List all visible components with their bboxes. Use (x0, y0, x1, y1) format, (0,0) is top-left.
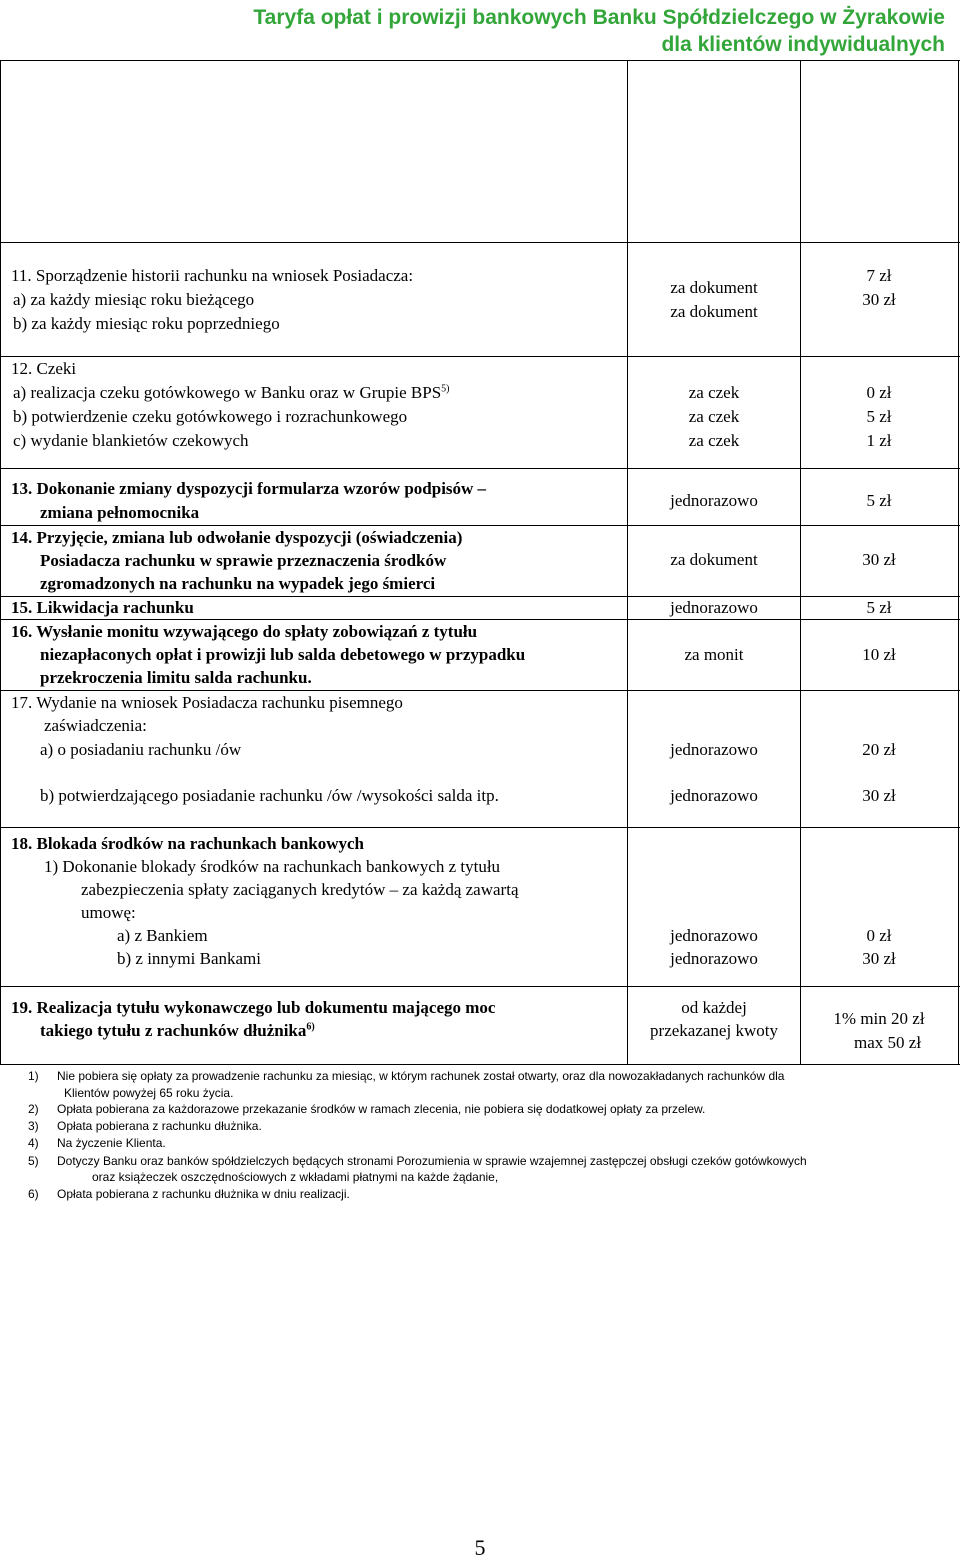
unit-cell: jednorazowo (670, 926, 758, 945)
footnote-text: oraz książeczek oszczędnościowych z wkładami płatnymi na każde żądanie, (92, 1170, 499, 1184)
fee-cell: 5 zł (866, 598, 892, 617)
row-title: 15. Likwidacja rachunku (11, 598, 194, 617)
footnote-ref: 5) (441, 383, 450, 395)
row-title: 17. Wydanie na wniosek Posiadacza rachunku pisemnego (11, 693, 403, 712)
unit-cell: za dokument (670, 302, 758, 321)
unit-cell: jednorazowo (670, 949, 758, 968)
row-item: a) z Bankiem (117, 926, 208, 945)
footnote-number: 2) (28, 1102, 39, 1116)
row-title: Posiadacza rachunku w sprawie przeznaczenia środków (40, 551, 447, 570)
table-row-separator (0, 468, 960, 469)
row-item: b) potwierdzającego posiadanie rachunku /ów /wysokości salda itp. (40, 786, 499, 805)
row-title: 14. Przyjęcie, zmiana lub odwołanie dyspozycji (oświadczenia) (11, 528, 463, 547)
fee-cell: 7 zł (866, 266, 892, 285)
table-row-separator (0, 986, 960, 987)
row-title: 19. Realizacja tytułu wykonawczego lub dokumentu mającego moc (11, 998, 496, 1017)
fee-cell: 30 zł (862, 786, 896, 805)
unit-cell: jednorazowo (670, 786, 758, 805)
footnote-text: Na życzenie Klienta. (57, 1136, 166, 1150)
table-bottom-border (0, 1064, 960, 1065)
footnote-ref: 6) (306, 1021, 315, 1033)
fee-cell: 0 zł (866, 383, 892, 402)
row-title: zgromadzonych na rachunku na wypadek jego śmierci (40, 574, 436, 593)
fee-cell: 10 zł (862, 645, 896, 664)
page-title-line1: Taryfa opłat i prowizji bankowych Banku Spółdzielczego w Żyrakowie (253, 6, 945, 29)
table-row-separator (0, 356, 960, 357)
unit-cell: od każdej (681, 998, 747, 1017)
row-item: umowę: (81, 903, 136, 922)
row-item: c) wydanie blankietów czekowych (13, 431, 249, 450)
fee-cell: 5 zł (866, 407, 892, 426)
row-title: 12. Czeki (11, 359, 77, 378)
row-title: zaświadczenia: (44, 716, 147, 735)
row-title (40, 1019, 315, 1042)
fee-cell: 1% min 20 zł (833, 1009, 925, 1028)
page-title-line2: dla klientów indywidualnych (661, 33, 945, 56)
fee-cell: 30 zł (862, 290, 896, 309)
fee-cell: 20 zł (862, 740, 896, 759)
unit-cell: za czek (688, 431, 740, 450)
row-item: b) za każdy miesiąc roku poprzedniego (13, 314, 280, 333)
table-top-border (0, 60, 960, 61)
page-number: 5 (474, 1535, 486, 1560)
footnote-text: Opłata pobierana za każdorazowe przekazanie środków w ramach zlecenia, nie pobiera się dodatkowej opłaty za przelew. (57, 1102, 706, 1116)
row-item: 1) Dokonanie blokady środków na rachunkach bankowych z tytułu (44, 857, 501, 876)
row-title-text: takiego tytułu z rachunków dłużnika (40, 1021, 307, 1040)
row-title: 13. Dokonanie zmiany dyspozycji formularza wzorów podpisów – (11, 479, 487, 498)
row-title: 16. Wysłanie monitu wzywającego do spłaty zobowiązań z tytułu (11, 622, 478, 641)
footnote-number: 6) (28, 1187, 39, 1201)
footnote-text: Nie pobiera się opłaty za prowadzenie rachunku za miesiąc, w którym rachunek został otwarty, oraz dla nowozakładanych rachunków dla (57, 1069, 785, 1083)
unit-cell: za dokument (670, 278, 758, 297)
row-title: 11. Sporządzenie historii rachunku na wniosek Posiadacza: (11, 266, 414, 285)
unit-cell: za monit (684, 645, 744, 664)
fee-cell: 30 zł (862, 550, 896, 569)
unit-cell: przekazanej kwoty (650, 1021, 778, 1040)
table-right-border (958, 60, 959, 1065)
row-title: przekroczenia limitu salda rachunku. (40, 668, 312, 687)
row-item-text: a) realizacja czeku gotówkowego w Banku oraz w Grupie BPS (13, 383, 442, 402)
footnote-text: Dotyczy Banku oraz banków spółdzielczych będących stronami Porozumienia w sprawie wzajemnej zastępczej obsługi czeków gotówkowych (57, 1154, 807, 1168)
row-item (13, 381, 450, 404)
row-item: zabezpieczenia spłaty zaciąganych kredytów – za każdą zawartą (81, 880, 519, 899)
unit-cell: jednorazowo (670, 598, 758, 617)
row-title: zmiana pełnomocnika (40, 503, 200, 522)
row-item: a) o posiadaniu rachunku /ów (40, 740, 242, 759)
row-item: a) za każdy miesiąc roku bieżącego (13, 290, 255, 309)
row-item: b) potwierdzenie czeku gotówkowego i rozrachunkowego (13, 407, 408, 426)
row-title: 18. Blokada środków na rachunkach bankowych (11, 834, 365, 853)
table-row-separator (0, 827, 960, 828)
fee-cell: 5 zł (866, 491, 892, 510)
footnote-text: Opłata pobierana z rachunku dłużnika w dniu realizacji. (57, 1187, 350, 1201)
unit-cell: za dokument (670, 550, 758, 569)
fee-cell: max 50 zł (854, 1033, 922, 1052)
unit-cell: jednorazowo (670, 491, 758, 510)
row-title: niezapłaconych opłat i prowizji lub salda debetowego w przypadku (40, 645, 526, 664)
footnote-number: 5) (28, 1154, 39, 1168)
table-left-border (0, 60, 1, 1065)
row-item: b) z innymi Bankami (117, 949, 262, 968)
fee-cell: 1 zł (866, 431, 892, 450)
table-row-separator (0, 242, 960, 243)
footnote-number: 1) (28, 1069, 39, 1083)
footnote-number: 4) (28, 1136, 39, 1150)
footnote-text: Klientów powyżej 65 roku życia. (64, 1086, 234, 1100)
unit-cell: za czek (688, 407, 740, 426)
fee-cell: 0 zł (866, 926, 892, 945)
footnote-text: Opłata pobierana z rachunku dłużnika. (57, 1119, 262, 1133)
unit-cell: za czek (688, 383, 740, 402)
fee-cell: 30 zł (862, 949, 896, 968)
unit-cell: jednorazowo (670, 740, 758, 759)
footnote-number: 3) (28, 1119, 39, 1133)
